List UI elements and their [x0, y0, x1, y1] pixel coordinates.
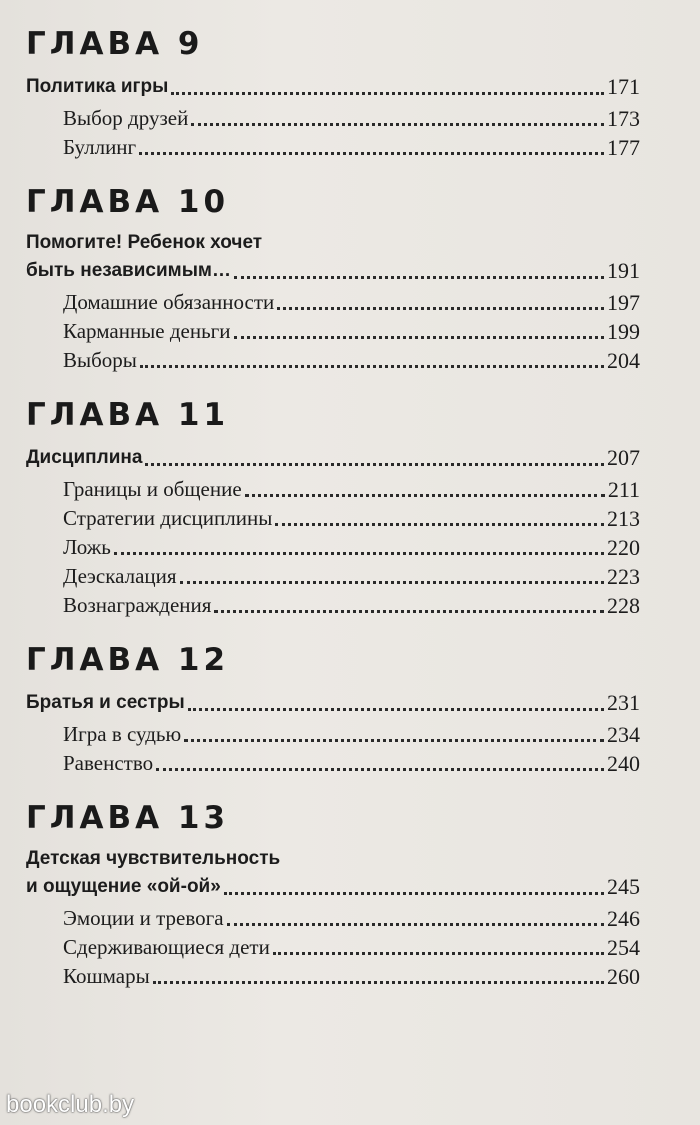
dot-leader [234, 336, 604, 339]
dot-leader [191, 123, 604, 126]
main-entry [26, 443, 640, 473]
entry-title: и ощущение «ой-ой» [26, 876, 221, 897]
page-number: 211 [607, 477, 640, 502]
sub-entry [26, 504, 640, 533]
dot-leader [214, 610, 604, 613]
dot-leader [139, 152, 604, 155]
chapter-12 [26, 642, 640, 778]
entry-title: Стратегии дисциплины [63, 506, 273, 530]
entry-title-line1: Помогите! Ребенок хочет [26, 232, 263, 253]
main-entry [26, 230, 640, 286]
page-number: 197 [607, 290, 640, 315]
chapter-13 [26, 800, 640, 991]
chapter-heading: ГЛАВА 9 [26, 26, 204, 62]
sub-entry [26, 562, 640, 591]
page-number: 171 [607, 74, 640, 99]
entry-title: Вознаграждения [63, 593, 212, 617]
page-number: 213 [607, 506, 640, 531]
entry-title: Политика игры [26, 76, 169, 97]
page-number: 177 [607, 135, 640, 160]
dot-leader [234, 276, 604, 279]
page-number: 223 [607, 564, 640, 589]
main-entry [26, 846, 640, 902]
sub-entry [26, 533, 640, 562]
entry-title: Карманные деньги [63, 319, 231, 343]
page-number: 240 [607, 751, 640, 776]
page-number: 246 [607, 906, 640, 931]
page-number: 173 [607, 106, 640, 131]
sub-entry [26, 591, 640, 620]
entry-title: Кошмары [63, 964, 150, 988]
sub-entry [26, 933, 640, 962]
entry-title: Эмоции и тревога [63, 906, 224, 930]
page-number: 207 [607, 445, 640, 470]
dot-leader [273, 952, 604, 955]
entry-title: Выбор друзей [63, 106, 189, 130]
sub-entry [26, 133, 640, 162]
sub-entry [26, 104, 640, 133]
sub-entry [26, 904, 640, 933]
page-number: 231 [607, 690, 640, 715]
dot-leader [245, 494, 605, 497]
page-number: 260 [607, 964, 640, 989]
sub-entry [26, 346, 640, 375]
chapter-heading: ГЛАВА 11 [26, 397, 230, 433]
entry-title: Выборы [63, 348, 137, 372]
entry-title: Равенство [63, 751, 154, 775]
sub-entry [26, 288, 640, 317]
entry-title: Домашние обязанности [63, 290, 275, 314]
chapter-11 [26, 397, 640, 620]
entry-title: Буллинг [63, 135, 137, 159]
entry-title: Братья и сестры [26, 692, 185, 713]
dot-leader [275, 523, 604, 526]
page-number: 199 [607, 319, 640, 344]
chapter-heading: ГЛАВА 13 [26, 800, 230, 836]
entry-title: Деэскалация [63, 564, 177, 588]
dot-leader [114, 552, 604, 555]
watermark: bookclub.by [6, 1091, 135, 1118]
dot-leader [171, 92, 604, 95]
dot-leader [188, 708, 604, 711]
sub-entry [26, 962, 640, 991]
main-entry [26, 688, 640, 718]
entry-title: Игра в судью [63, 722, 182, 746]
entry-title: Ложь [63, 535, 111, 559]
entry-title: Дисциплина [26, 447, 143, 468]
page-number: 228 [607, 593, 640, 618]
chapter-heading: ГЛАВА 10 [26, 184, 230, 220]
dot-leader [156, 768, 604, 771]
page-number: 204 [607, 348, 640, 373]
table-of-contents [26, 26, 640, 1013]
entry-title: Границы и общение [63, 477, 242, 501]
sub-entry [26, 720, 640, 749]
page-number: 234 [607, 722, 640, 747]
dot-leader [180, 581, 604, 584]
main-entry [26, 72, 640, 102]
page-number: 191 [607, 258, 640, 283]
entry-title-line1: Детская чувствительность [26, 848, 281, 869]
page-number: 220 [607, 535, 640, 560]
dot-leader [184, 739, 604, 742]
dot-leader [227, 923, 604, 926]
chapter-10 [26, 184, 640, 375]
chapter-heading: ГЛАВА 12 [26, 642, 230, 678]
dot-leader [140, 365, 604, 368]
sub-entry [26, 317, 640, 346]
page-number: 254 [607, 935, 640, 960]
entry-title: Сдерживающиеся дети [63, 935, 270, 959]
dot-leader [224, 892, 604, 895]
dot-leader [145, 463, 604, 466]
sub-entry [26, 475, 640, 504]
sub-entry [26, 749, 640, 778]
chapter-9 [26, 26, 640, 162]
entry-title: быть независимым… [26, 260, 231, 281]
page-number: 245 [607, 874, 640, 899]
dot-leader [153, 981, 604, 984]
dot-leader [277, 307, 604, 310]
